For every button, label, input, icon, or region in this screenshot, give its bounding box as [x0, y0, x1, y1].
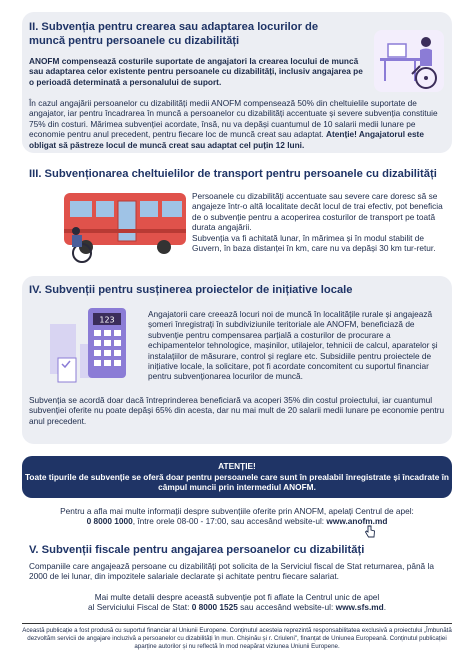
sfs-intro: Mai multe detalii despre această subvenție pot fi aflate la Centrul unic de apel: [94, 592, 380, 602]
attention-title: ATENȚIE!: [218, 461, 256, 471]
body-text: În cazul angajării persoanelor cu dizabilități medii ANOFM compensează 50% din cheltuielile suportate de angajator, iar pentru încadrarea în muncă a persoanelor cu dizabilități accentuate și severe subvenția constituie 75% din costuri. Mărimea subvenției acordate, însă, nu va depăși cuantumul de 10 salarii medii lunare pe economie pentru anul precedent, pentru fiecare loc de muncă creat sau adaptat.: [29, 98, 438, 140]
anofm-contact: [22, 506, 452, 527]
section-body: Angajatorii care creează locuri noi de muncă în localitățile rurale și angajează șomeri înregistrați în subdiviziunile teritoriale ale ANOFM, beneficiază de subvenție pentru compensarea parțială a costurilor de procurare a echipamentelor tehnologice, mașinilor, utilajelor, tehnicii de calcul, aparatelor și instalațiilor de măsurare, control și reglare etc. Subsidiile pentru proiectele de inițiative locale, la solicitare, pot fi acordate concomitent cu suportul financiar pentru subvenționarea locurilor de muncă.: [148, 309, 438, 382]
desk-worker-illustration: [374, 30, 444, 92]
section-workplace-subsidy: [22, 12, 452, 153]
contact-hours: , între orele 08-00 - 17:00, sau accesând website-ul:: [132, 516, 327, 527]
bus-illustration: [62, 189, 188, 269]
sfs-label: al Serviciului Fiscal de Stat:: [87, 602, 192, 613]
contact-intro: Pentru a afla mai multe informații despre subvențiile oferite prin ANOFM, apelați Centrul de apel:: [60, 506, 414, 516]
section-transport-subsidy: [22, 161, 452, 272]
section-title: II. Subvenția pentru crearea sau adaptarea locurilor de muncă pentru persoanele cu dizabilități: [29, 21, 319, 47]
sfs-website-label: sau accesând website-ul:: [237, 602, 336, 613]
hand-pointer-icon: [364, 525, 376, 538]
attention-banner: [22, 456, 452, 498]
section-body: [192, 191, 454, 253]
section-lead: ANOFM compensează costurile suportate de angajatori la crearea locului de muncă sau adaptarea celor existente pentru persoanele cu dizabilități, inclusiv angajarea pe o perioadă determinată a personalului de suport.: [29, 56, 363, 87]
eu-disclaimer: Această publicație a fost produsă cu suportul financiar al Uniunii Europene. Conținutul acesteia reprezintă responsabilitatea exclusivă a proiectului „Îmbunătă dezvoltăm servicii de angajare incluzivă a persoanelor cu dizabilități în mun. Chișinău și r. Criuleni", finanțat de Uniunea Europeană. Conținutul publicației aparține autorilor și nu reflectă în mod neapărat viziunea Uniunii Europene.: [22, 627, 452, 650]
warning-text: Atenție! Angajatorul este obligat să păstreze locul de muncă creat sau adaptat cel puțin 12 luni.: [29, 129, 424, 150]
sfs-website-link[interactable]: www.sfs.md: [335, 602, 384, 613]
anofm-website-link[interactable]: www.anofm.md: [326, 516, 388, 527]
sfs-end: .: [383, 602, 387, 613]
paragraph-2: Subvenția va fi achitată lunar, în mărimea și în modul stabilit de Guvern, în baza distanței în km, care nu va depăși 30 km tur-retur.: [192, 232, 436, 254]
section-title: IV. Subvenții pentru susținerea proiectelor de inițiative locale: [29, 284, 353, 296]
sfs-details: [22, 602, 452, 612]
calc-display: 123: [99, 315, 115, 325]
section-footnote: Subvenția se acordă doar dacă întreprinderea beneficiară va acoperi 35% din costul proiectului, iar cuantumul subvenției oferite nu poate depăși 65% din acesta, dar nu mai mult de 20 salarii medii lunare pe economie pentru anul precedent.: [29, 395, 445, 426]
sfs-contact: [22, 592, 452, 613]
section-title: III. Subvenționarea cheltuielilor de transport pentru persoanele cu dizabilități: [29, 168, 437, 180]
attention-body: Toate tipurile de subvenție se oferă doar pentru persoanele care sunt în prealabil înregistrate și încadrate în câmpul muncii prin intermediul ANOFM.: [24, 472, 450, 493]
sfs-phone[interactable]: 0 8000 1525: [191, 602, 238, 613]
section-title-fiscal: V. Subvenții fiscale pentru angajarea persoanelor cu dizabilități: [29, 544, 365, 556]
paragraph-1: Persoanele cu dizabilități accentuate sau severe care doresc să se angajeze într-o altă localitate decât locul de trai efectiv, pot beneficia de o subvenție pentru a acoperirea costurilor de transport pe toată durata angajării.: [192, 191, 443, 233]
contact-details: [22, 516, 452, 526]
divider: [22, 623, 452, 624]
section-body: [29, 98, 447, 150]
call-center-phone[interactable]: 0 8000 1000: [86, 516, 133, 527]
section-local-initiatives: [22, 276, 452, 444]
calculator-illustration: [36, 304, 142, 390]
section-fiscal-body: Companiile care angajează persoane cu dizabilități pot solicita de la Serviciul fiscal de Stat returnarea, până la 2000 de lei lunar, din impozitele salariale declarate și achitate pentru fiecare salariat.: [29, 561, 434, 582]
